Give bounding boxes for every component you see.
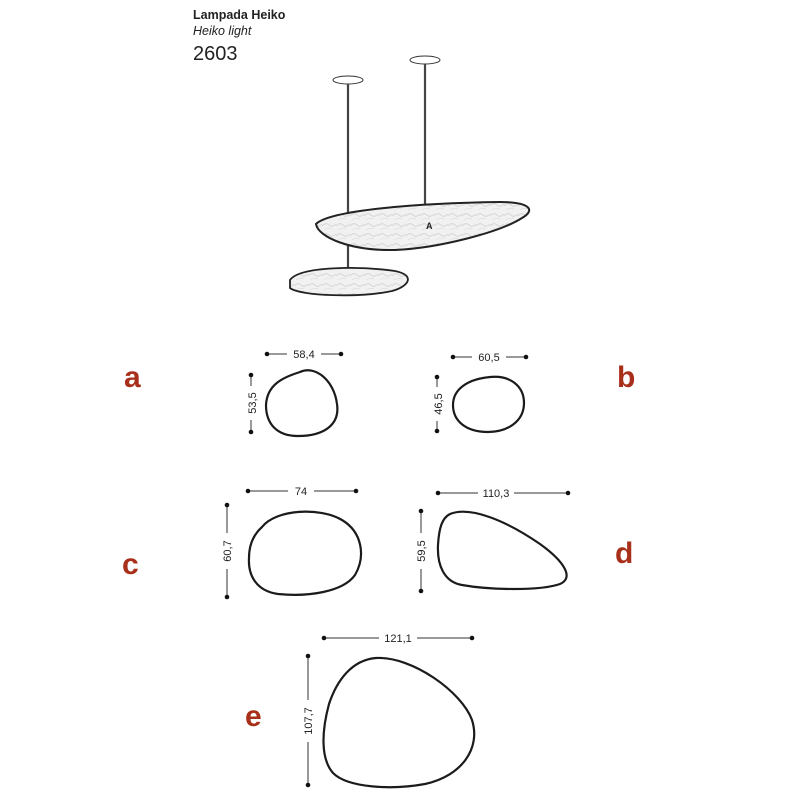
dim-dot — [524, 355, 529, 360]
shade-label: A — [426, 221, 433, 231]
dim-dot — [451, 355, 456, 360]
ceiling-canopy-right — [410, 56, 440, 64]
dim-dot — [354, 489, 359, 494]
dim-dot — [322, 636, 327, 641]
variant-letter-e: e — [245, 700, 262, 733]
height-dim-e: 107,7 — [303, 707, 315, 735]
lamp-shade-lower — [290, 268, 408, 295]
dim-dot — [306, 654, 311, 659]
dim-dot — [265, 352, 270, 357]
lamp-illustration — [290, 56, 529, 295]
variant-letter-b: b — [617, 361, 636, 394]
height-dim-c: 60,7 — [222, 540, 234, 562]
dim-dot — [339, 352, 344, 357]
dim-dot — [249, 430, 254, 435]
variant-shape-b — [453, 377, 524, 432]
dim-dot — [566, 491, 571, 496]
variant-d — [414, 485, 633, 593]
dim-dot — [306, 783, 311, 788]
variant-c — [122, 483, 361, 599]
width-dim-b: 60,5 — [478, 352, 500, 364]
dim-dot — [225, 595, 230, 600]
variant-shape-d — [438, 512, 567, 589]
product-code: 2603 — [193, 43, 238, 65]
variant-shape-c — [249, 512, 361, 595]
product-subtitle: Heiko light — [193, 24, 252, 38]
dim-dot — [419, 589, 424, 594]
dim-dot — [419, 509, 424, 514]
height-dim-b: 46,5 — [433, 393, 445, 415]
width-dim-c: 74 — [294, 486, 308, 498]
variant-e — [245, 630, 474, 787]
product-title: Lampada Heiko — [193, 8, 286, 22]
dim-dot — [249, 373, 254, 378]
height-dim-a: 53,5 — [247, 392, 259, 414]
variant-letter-a: a — [124, 361, 141, 394]
dim-dot — [470, 636, 475, 641]
dim-dot — [436, 491, 441, 496]
variant-shape-a — [266, 370, 337, 436]
variant-letter-c: c — [122, 548, 139, 581]
width-dim-e: 121,1 — [384, 633, 412, 645]
ceiling-canopy-left — [333, 76, 363, 84]
variant-shape-e — [323, 658, 474, 787]
dim-dot — [246, 489, 251, 494]
variant-letter-d: d — [615, 537, 634, 570]
dim-dot — [435, 375, 440, 380]
dim-dot — [435, 429, 440, 434]
width-dim-a: 58,4 — [293, 349, 315, 361]
dim-dot — [225, 503, 230, 508]
height-dim-d: 59,5 — [416, 540, 428, 562]
variant-b — [430, 349, 635, 433]
width-dim-d: 110,3 — [482, 488, 510, 500]
variant-a — [124, 346, 343, 436]
